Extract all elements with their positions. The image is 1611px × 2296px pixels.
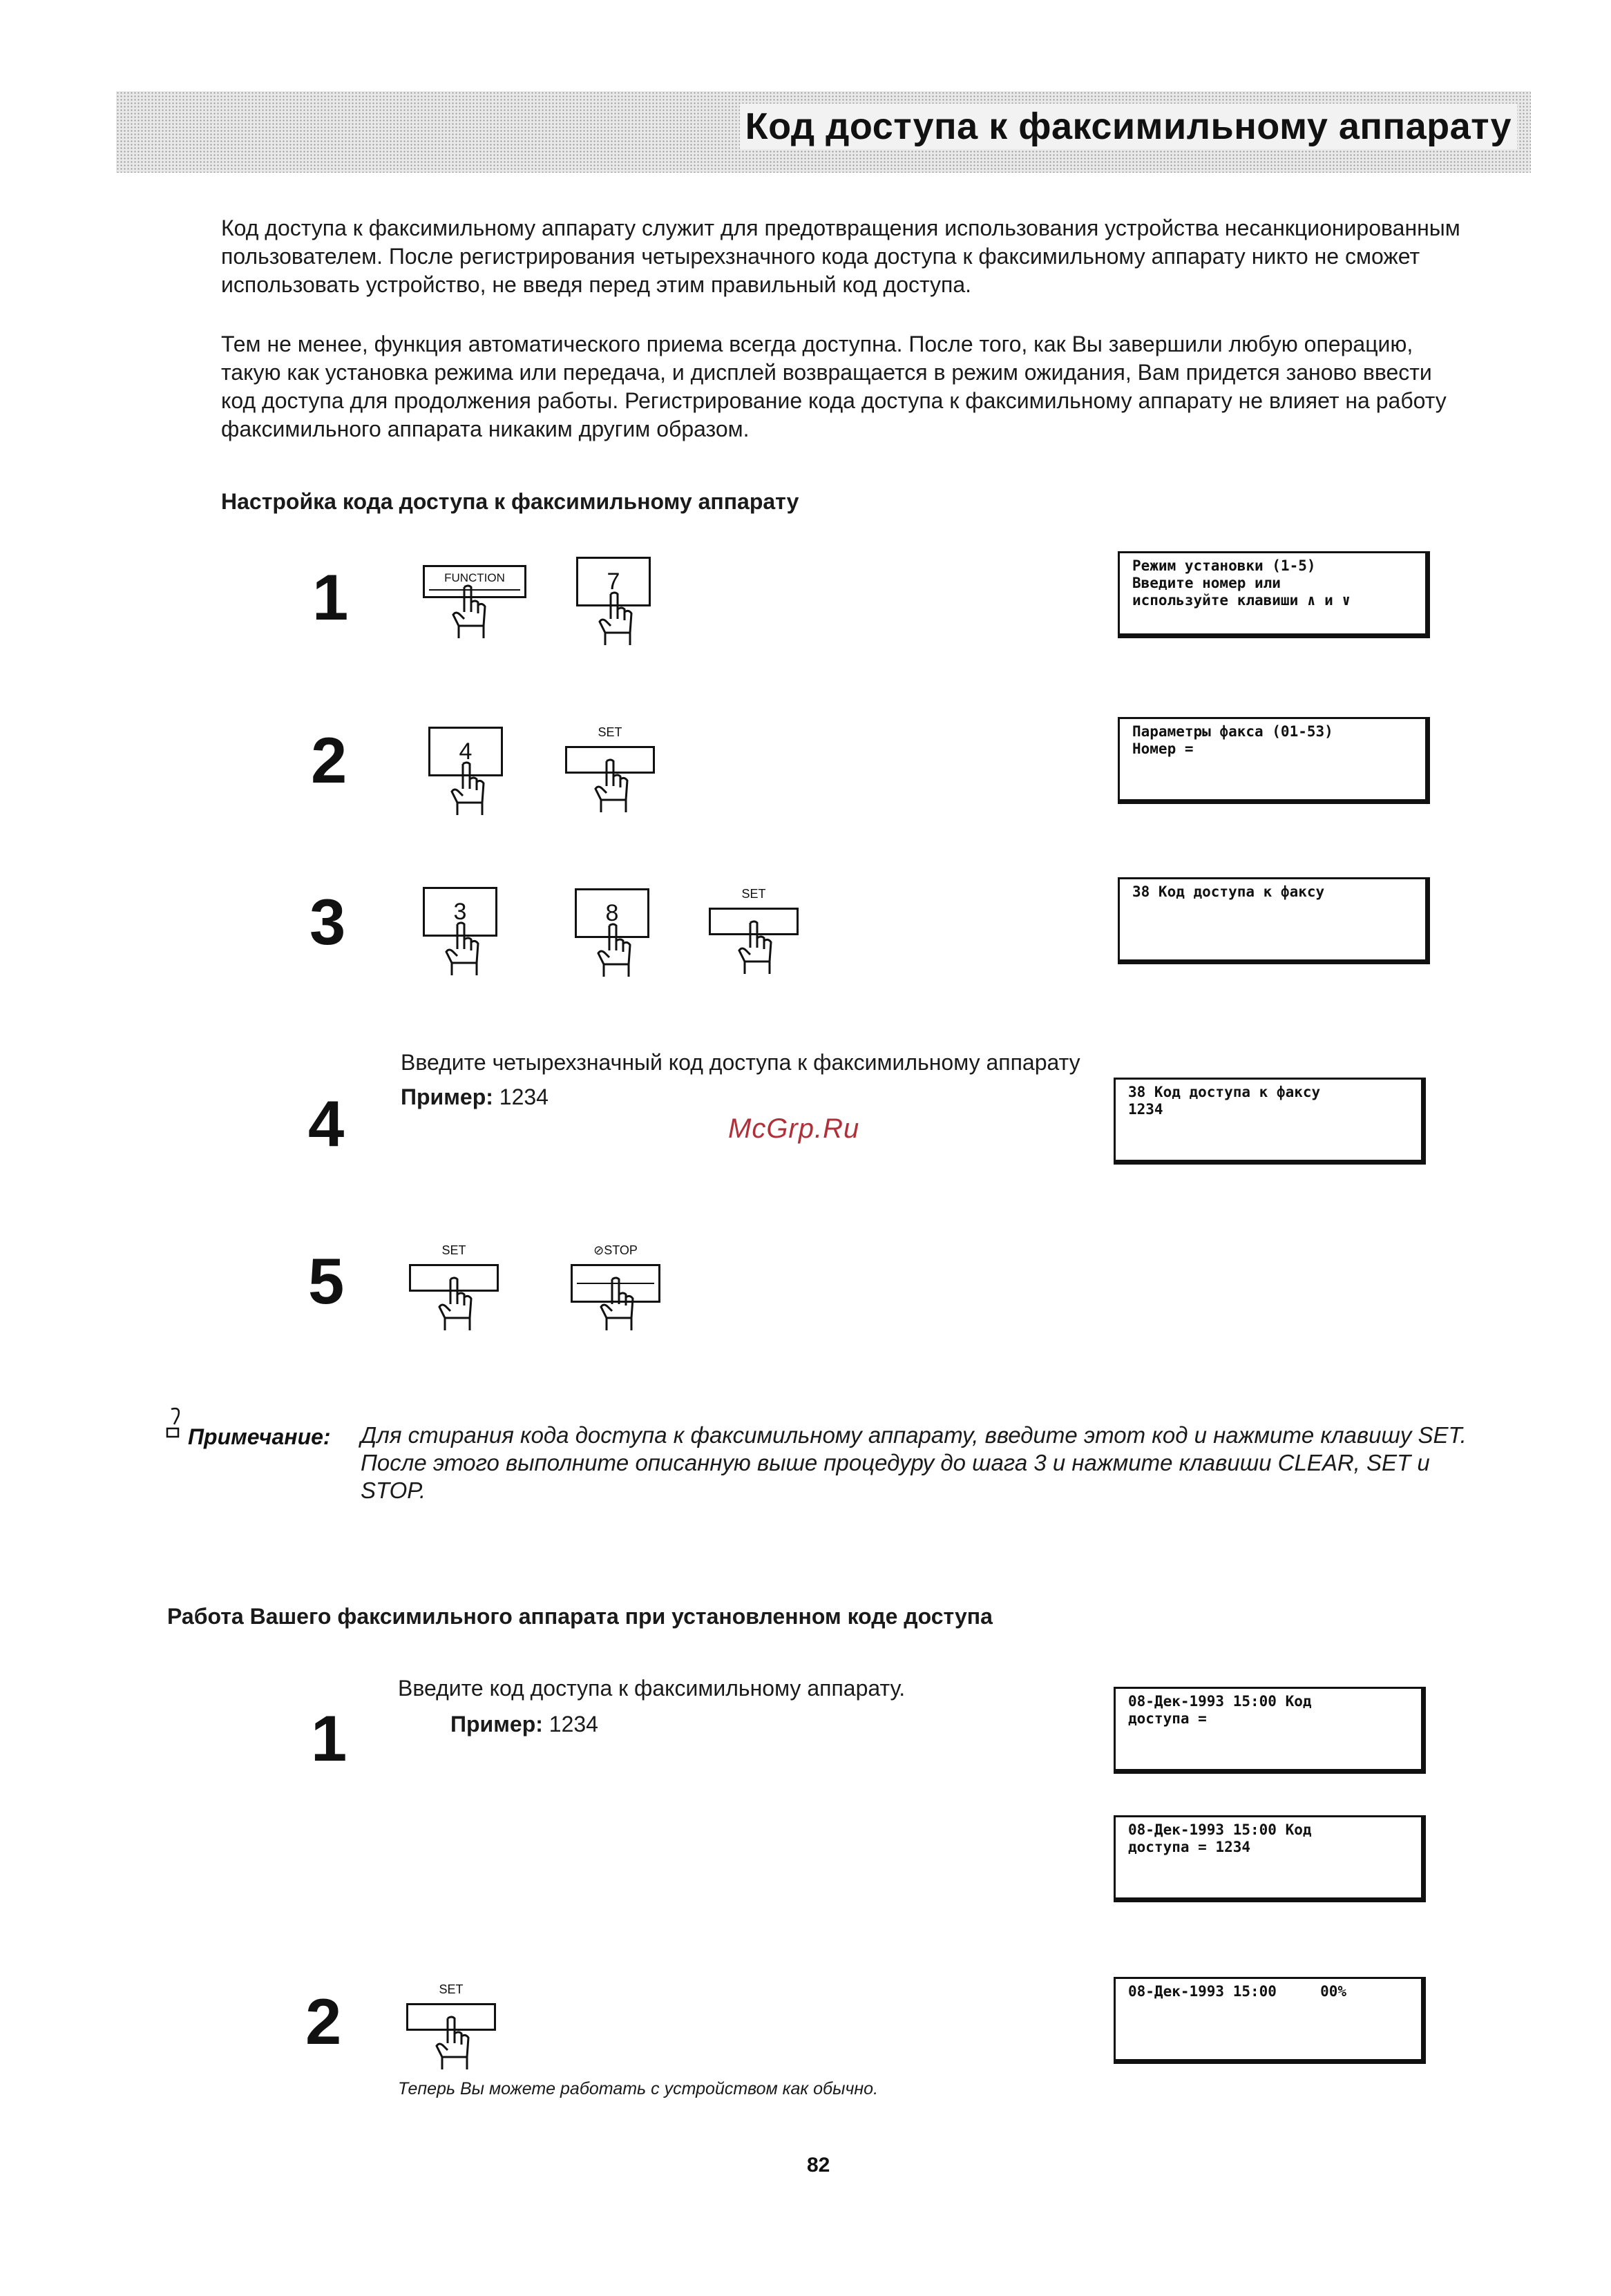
lcd-display: Режим установки (1-5) Введите номер или используйте клавиши ∧ и ∨ <box>1118 551 1430 638</box>
finger-press-icon <box>444 584 492 640</box>
step-number: 1 <box>312 561 349 633</box>
s2-step1-instruction: Введите код доступа к факсимильному аппарату. <box>398 1676 906 1701</box>
key-7[interactable] <box>576 557 651 653</box>
set-key[interactable] <box>565 725 655 822</box>
note-text: Для стирания кода доступа к факсимильному аппарату, введите этот код и нажмите клавишу SET. После этого выполните описанную выше процедуру до шага 3 и нажмите клавиши CLEAR, SET и STOP. <box>361 1422 1467 1503</box>
lcd-display: 08-Дек-1993 15:00 00% <box>1114 1977 1426 2064</box>
example-label: Пример: <box>401 1084 493 1109</box>
key-8[interactable] <box>575 888 649 985</box>
finger-press-icon <box>591 1276 640 1332</box>
step-number: 2 <box>305 1985 342 2058</box>
finger-press-icon <box>590 591 638 647</box>
step-number: 5 <box>308 1245 345 1317</box>
page-number: 82 <box>807 2154 830 2177</box>
intro-paragraph-2: Тем не менее, функция автоматического приема всегда доступна. После того, как Вы завершили любую операцию, такую как установка режима или передача, и дисплей возвращается в режим ожидания, Вам придется заново ввести код доступа для продолжения работы. Регистрирование кода доступа к факсимильному аппарату не влияет на работу факсимильного аппарата никаким другим образом. <box>221 332 1447 441</box>
section1-heading: Настройка кода доступа к факсимильному аппарату <box>221 489 799 514</box>
step-number: 3 <box>309 886 346 958</box>
key-label: 3 <box>423 887 497 937</box>
key-label: 8 <box>575 888 649 938</box>
finger-press-icon <box>427 2016 475 2071</box>
set-key[interactable] <box>709 887 799 984</box>
title-banner <box>116 91 1531 173</box>
watermark: McGrp.Ru <box>728 1113 860 1144</box>
set-key[interactable] <box>406 1982 496 2079</box>
lcd-display: 38 Код доступа к факсу 1234 <box>1114 1078 1426 1165</box>
step-number: 1 <box>311 1702 347 1774</box>
key-4[interactable] <box>428 727 503 823</box>
example-label: Пример: <box>450 1712 543 1737</box>
finger-press-icon <box>442 761 490 816</box>
step-number: 4 <box>308 1087 345 1160</box>
key-label: 7 <box>576 557 651 606</box>
key-label: SET <box>598 725 622 739</box>
intro-paragraph-1: Код доступа к факсимильному аппарату служит для предотвращения использования устройства несанкционированным пользователем. После регистрирования четырехзначного кода доступа к факсимильному аппарату никто не сможет использовать устройство, не введя перед этим правильный код доступа. <box>221 216 1460 297</box>
finger-press-icon <box>437 921 485 977</box>
finger-press-icon <box>430 1276 478 1332</box>
key-3[interactable] <box>423 887 497 984</box>
key-label: FUNCTION <box>423 565 526 598</box>
lcd-display: 08-Дек-1993 15:00 Код доступа = <box>1114 1687 1426 1774</box>
step4-example <box>401 1083 549 1111</box>
key-label: SET <box>741 887 766 901</box>
finger-press-icon <box>586 758 634 814</box>
key-label: SET <box>441 1243 466 1257</box>
set-key[interactable] <box>409 1243 499 1340</box>
finger-press-icon <box>589 923 637 978</box>
s2-step1-example <box>450 1710 598 1739</box>
s2-step2-caption: Теперь Вы можете работать с устройством как обычно. <box>398 2079 879 2098</box>
step4-instruction: Введите четырехзначный код доступа к факсимильному аппарату <box>401 1050 1080 1075</box>
note-label: Примечание: <box>188 1424 331 1449</box>
key-label: 4 <box>428 727 503 776</box>
lcd-display: 38 Код доступа к факсу <box>1118 877 1430 964</box>
key-label: ⊘STOP <box>593 1243 638 1257</box>
key-label: SET <box>439 1982 464 1996</box>
stop-icon: ⊘ <box>593 1243 604 1257</box>
example-value: 1234 <box>549 1712 598 1737</box>
finger-press-icon <box>730 920 778 975</box>
lcd-display: 08-Дек-1993 15:00 Код доступа = 1234 <box>1114 1815 1426 1902</box>
function-key[interactable] <box>423 565 526 641</box>
example-value: 1234 <box>499 1084 549 1109</box>
section2-heading: Работа Вашего факсимильного аппарата при установленном коде доступа <box>167 1604 993 1629</box>
note-icon <box>166 1406 187 1439</box>
step-number: 2 <box>311 724 347 796</box>
page-title: Код доступа к факсимильному аппарату <box>740 104 1517 149</box>
stop-key[interactable] <box>571 1243 660 1340</box>
lcd-display: Параметры факса (01-53) Номер = <box>1118 717 1430 804</box>
